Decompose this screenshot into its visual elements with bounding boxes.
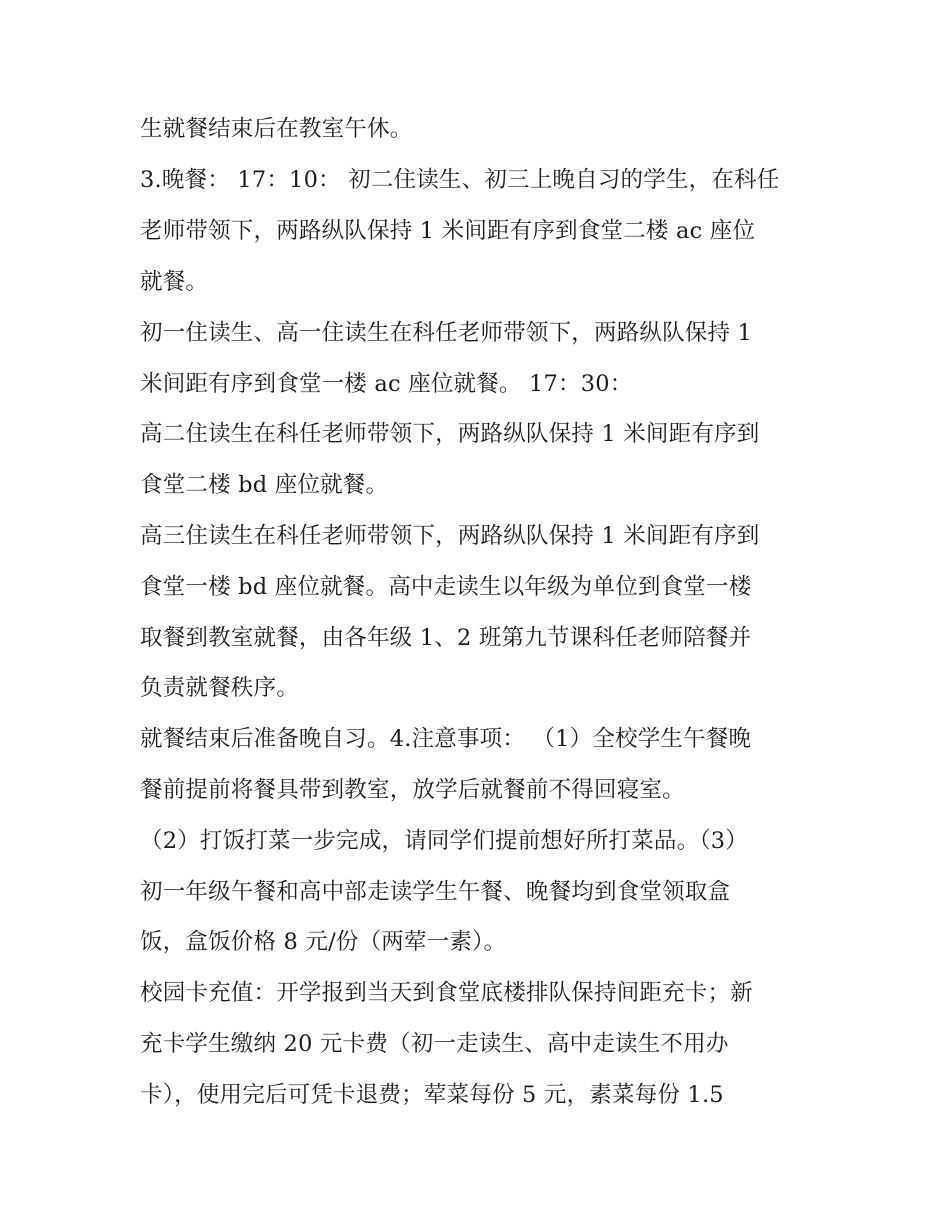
text-line: 3.晚餐： 17：10： 初二住读生、初三上晚自习的学生，在科任 bbox=[140, 167, 780, 193]
text-line: 负责就餐秩序。 bbox=[140, 675, 299, 701]
text-line: 初一住读生、高一住读生在科任老师带领下，两路纵队保持 1 bbox=[140, 320, 753, 346]
text-line: 饭，盒饭价格 8 元/份（两荤一素）。 bbox=[140, 929, 507, 955]
text-line: 食堂一楼 bd 座位就餐。高中走读生以年级为单位到食堂一楼 bbox=[140, 574, 752, 600]
text-line: 餐前提前将餐具带到教室，放学后就餐前不得回寝室。 bbox=[140, 777, 685, 803]
text-line: 食堂二楼 bd 座位就餐。 bbox=[140, 472, 389, 498]
text-line: 高二住读生在科任老师带领下，两路纵队保持 1 米间距有序到 bbox=[140, 421, 760, 447]
text-line: 就餐结束后准备晚自习。4.注意事项： （1）全校学生午餐晚 bbox=[140, 726, 752, 752]
text-line: 充卡学生缴纳 20 元卡费（初一走读生、高中走读生不用办 bbox=[140, 1031, 729, 1057]
text-line: 米间距有序到食堂一楼 ac 座位就餐。 17：30： bbox=[140, 371, 633, 397]
text-line: 校园卡充值：开学报到当天到食堂底楼排队保持间距充卡；新 bbox=[140, 980, 753, 1006]
text-line: 卡），使用完后可凭卡退费；荤菜每份 5 元，素菜每份 1.5 bbox=[140, 1082, 724, 1108]
text-line: 取餐到教室就餐，由各年级 1、2 班第九节课科任老师陪餐并 bbox=[140, 625, 752, 651]
text-line: 就餐。 bbox=[140, 269, 209, 295]
text-line: 生就餐结束后在教室午休。 bbox=[140, 116, 413, 142]
text-line: 老师带领下，两路纵队保持 1 米间距有序到食堂二楼 ac 座位 bbox=[140, 218, 756, 244]
text-line: 高三住读生在科任老师带领下，两路纵队保持 1 米间距有序到 bbox=[140, 523, 760, 549]
text-line: 初一年级午餐和高中部走读学生午餐、晚餐均到食堂领取盒 bbox=[140, 879, 731, 905]
text-line: （2）打饭打菜一步完成，请同学们提前想好所打菜品。（3） bbox=[140, 828, 748, 854]
